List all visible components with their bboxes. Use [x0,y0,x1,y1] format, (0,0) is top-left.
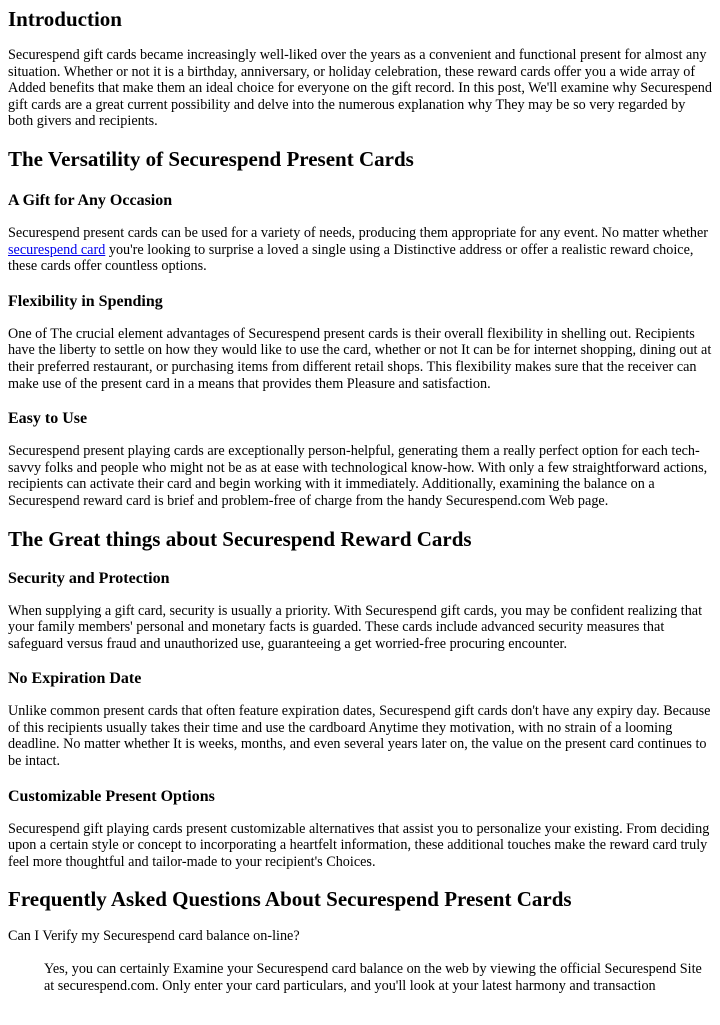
paragraph-no-expiration: Unlike common present cards that often feature expiration dates, Securespend gift cards don't have any expiry day. Because of this recipients usually takes their time and use the cardboard Anytime they motivation, with no strain of a looming deadline. No matter whether It is weeks, months, and even several years later on, the value on the present card continues to be intact. [8,703,711,770]
securespend-card-link[interactable]: securespend card [8,241,106,258]
faq-answer-1: Yes, you can certainly Examine your Securespend card balance on the web by viewing the official Securespend Site at securespend.com. Only enter your card particulars, and you'll look at your latest harmony and transaction [44,961,702,994]
heading-any-occasion: A Gift for Any Occasion [8,191,173,209]
heading-introduction: Introduction [8,7,122,31]
heading-flexibility: Flexibility in Spending [8,292,163,310]
paragraph-any-occasion [8,225,712,275]
paragraph-introduction: Securespend gift cards became increasingly well-liked over the years as a convenient and functional present for almost any situation. Whether or not it is a birthday, anniversary, or holiday celebration, these reward cards offer you a wide array of Added benefits that make them an ideal choice for everyone on the gift record. In this post, We'll examine why Securespend gift cards are a great current possibility and delve into the numerous explanation why They may be so very regarded by both givers and recipients. [8,47,712,130]
paragraph-text-before-link: Securespend present cards can be used for a variety of needs, producing them appropriate for any event. No matter whether [8,224,709,241]
faq-question-1: Can I Verify my Securespend card balance on-line? [8,928,300,945]
heading-easy-to-use: Easy to Use [8,410,88,428]
paragraph-easy-to-use: Securespend present playing cards are exceptionally person-helpful, generating them a really perfect option for each tech-savvy folks and people who might not be as at ease with technological know-how. With only a few straightforward actions, recipients can activate their card and begin working with it immediately. Additionally, examining the balance on a Securespend reward card is brief and problem-free of charge from the handy Securespend.com Web page. [8,443,708,509]
paragraph-customizable: Securespend gift playing cards present customizable alternatives that assist you to personalize your existing. From deciding upon a certain style or concept to incorporating a heartfelt information, these additional touches make the reward card truly feel more thoughtful and tailor-made to your recipient's Choices. [8,820,710,870]
heading-faq: Frequently Asked Questions About Securespend Present Cards [8,887,572,912]
heading-great-things: The Great things about Securespend Reward Cards [8,526,472,551]
paragraph-flexibility: One of The crucial element advantages of Securespend present cards is their overall flexibility in shelling out. Recipients have the liberty to settle on how they would like to use the card, whether or not It can be for internet shopping, dining out at their preferred restaurant, or purchasing items from different retail shops. This flexibility makes sure that the receiver can make use of the present card in a means that provides them Pleasure and satisfaction. [8,325,712,392]
paragraph-security: When supplying a gift card, security is usually a priority. With Securespend gift cards, you may be confident realizing that your family members' personal and monetary facts is guarded. These cards include advanced security measures that safeguard versus fraud and unauthorized use, guaranteeing a get worried-free procuring encounter. [8,602,703,652]
heading-no-expiration: No Expiration Date [8,670,142,688]
article [0,7,712,994]
heading-customizable: Customizable Present Options [8,787,215,805]
heading-security: Security and Protection [8,569,170,587]
paragraph-text-after-link: you're looking to surprise a loved a single using a Distinctive address or offer a realistic reward choice, these cards offer countless options. [8,241,694,275]
heading-versatility: The Versatility of Securespend Present Cards [8,146,414,171]
